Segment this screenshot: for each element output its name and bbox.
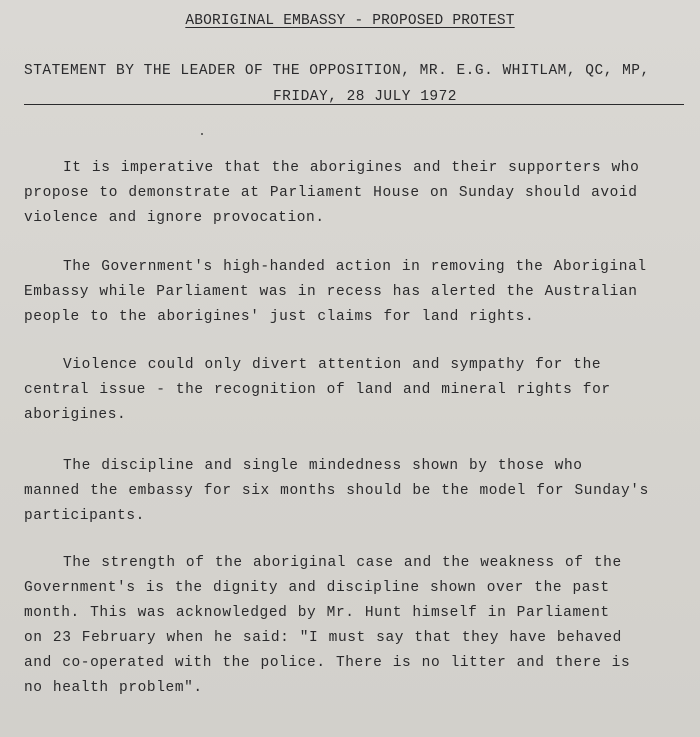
document-title-text: ABORIGINAL EMBASSY - PROPOSED PROTEST xyxy=(185,13,515,29)
paragraph-line: and co-operated with the police. There is no litter and there is xyxy=(24,655,631,671)
paragraph-line: Government's is the dignity and discipline shown over the past xyxy=(24,580,610,596)
paragraph-1 xyxy=(24,156,684,231)
paragraph-line: on 23 February when he said: "I must say that they have behaved xyxy=(24,630,622,646)
paragraph-5 xyxy=(24,551,684,701)
statement-heading-date: FRIDAY, 28 JULY 1972 xyxy=(272,89,458,105)
statement-heading-line-1: STATEMENT BY THE LEADER OF THE OPPOSITION, MR. E.G. WHITLAM, QC, MP, xyxy=(24,63,650,79)
paragraph-2 xyxy=(24,255,684,330)
ink-speck xyxy=(201,133,203,135)
paragraph-line: The strength of the aboriginal case and the weakness of the xyxy=(63,555,622,571)
paragraph-line: It is imperative that the aborigines and their supporters who xyxy=(63,160,640,176)
paragraph-line: participants. xyxy=(24,508,145,524)
paragraph-line: Embassy while Parliament was in recess has alerted the Australian xyxy=(24,284,638,300)
heading-rule xyxy=(24,104,684,105)
paragraph-line: The discipline and single mindedness shown by those who xyxy=(63,458,583,474)
document-title xyxy=(0,13,700,29)
paragraph-line: violence and ignore provocation. xyxy=(24,210,325,226)
paragraph-line: propose to demonstrate at Parliament House on Sunday should avoid xyxy=(24,185,638,201)
paragraph-line: people to the aborigines' just claims for land rights. xyxy=(24,309,535,325)
paragraph-line: The Government's high-handed action in removing the Aboriginal xyxy=(63,259,647,275)
paragraph-line: central issue - the recognition of land and mineral rights for xyxy=(24,382,611,398)
paragraph-4 xyxy=(24,454,684,529)
paragraph-line: month. This was acknowledged by Mr. Hunt himself in Parliament xyxy=(24,605,610,621)
paragraph-line: no health problem". xyxy=(24,680,203,696)
paragraph-line: Violence could only divert attention and sympathy for the xyxy=(63,357,602,373)
paragraph-3 xyxy=(24,353,684,428)
paragraph-line: manned the embassy for six months should be the model for Sunday's xyxy=(24,483,649,499)
paragraph-line: aborigines. xyxy=(24,407,127,423)
